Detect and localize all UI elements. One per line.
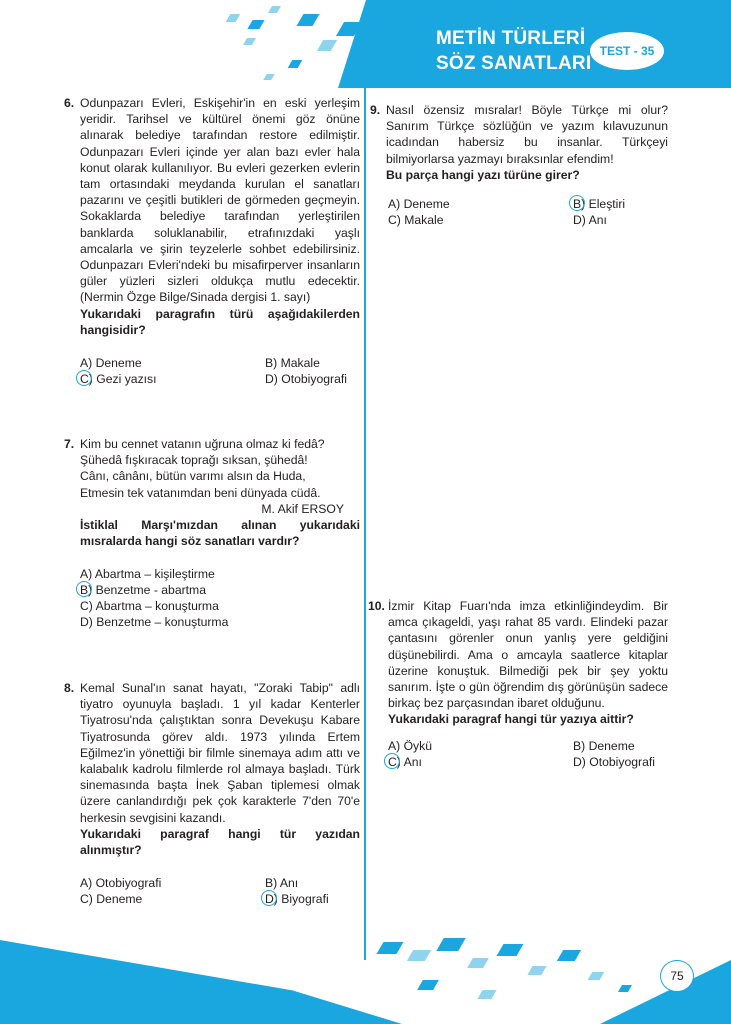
option-d[interactable]: D) Anı — [573, 213, 607, 227]
page-title — [436, 26, 591, 76]
question-paragraph: Nasıl özensiz mısralar! Böyle Türkçe mi olur? Sanırım Türkçe sözlüğün ve yazım kılavuzunun icadından habersiz bu insanlar. Türkçeyi bilmiyorlarsa yazmayı bıraksınlar efendim! — [386, 103, 668, 166]
question-7 — [64, 436, 360, 549]
question-number: 8. — [64, 681, 75, 695]
option-c[interactable]: C) Anı — [388, 754, 422, 770]
question-prompt: İstiklal Marşı'mızdan alınan yukarıdaki mısralarda hangi söz sanatları vardır? — [80, 518, 360, 549]
question-prompt: Yukarıdaki paragrafın türü aşağıdakilerden hangisidir? — [80, 306, 360, 337]
answer-mark-icon — [261, 890, 277, 906]
option-b[interactable]: B) Benzetme - abartma — [80, 582, 206, 598]
question-6 — [64, 95, 360, 338]
question-8 — [64, 680, 360, 858]
question-number: 9. — [370, 103, 381, 117]
verse-line: Etmesin tek vatanımdan beni dünyada cüdâ. — [80, 485, 321, 500]
option-c[interactable]: C) Abartma – konuşturma — [80, 599, 219, 613]
verse-line: Kim bu cennet vatanın uğruna olmaz ki fedâ? — [80, 437, 325, 451]
question-prompt: Bu parça hangi yazı türüne girer? — [386, 167, 580, 182]
option-c[interactable]: C) Deneme — [80, 892, 143, 906]
question-paragraph: Odunpazarı Evleri, Eskişehir'in en eski yerleşim yeridir. Tarihsel ve kültürel önemi göz önüne alınarak belediye tarafından restore edilmiştir. Odunpazarı Evleri içinde yer alan bazı evler hala konut olarak kullanılıyor. Bu evleri gezerken evlerin tam ortasındaki meydanda kurulan el sanatları pazarını ve çeşitli butikleri de görmeden geçmeyin. Sokaklarda belediye tarafından yerleştirilen banklarda soluklanabilir, etrafınızdaki yaşlı amcalarla ve şirin teyzelerle sohbet edebilirsiniz. Odunpazarı Evleri'ndeki bu misafirperver insanların güler yüzleri sizleri oldukça mutlu edecektir. (Nermin Özge Bilge/Sinada dergisi 1. sayı) — [80, 96, 360, 305]
answer-mark-icon — [76, 581, 92, 597]
option-b[interactable]: B) Anı — [265, 876, 299, 890]
title-line-1: METİN TÜRLERİ — [436, 28, 586, 49]
question-prompt: Yukarıdaki paragraf hangi tür yazıya aittir? — [388, 712, 634, 727]
question-paragraph: İzmir Kitap Fuarı'nda imza etkinliğindeydim. Bir amca çıkageldi, yaşı rahat 85 vardı. Elindeki pazar çantasını görenler onun yanlış yere geldiğini düşünebilirdi. Ama o amcayla saatlerce kitaplar üzerine konuştuk. Bilmediği pek bir şey yoktu sanırım. İşte o gün öğrendim dış görünüşün sadece birkaç bez parçasından ibaret olduğunu. — [388, 599, 668, 711]
verse-line: Cânı, cânânı, bütün varımı alsın da Huda, — [80, 469, 306, 484]
option-a[interactable]: A) Abartma – kişileştirme — [80, 567, 215, 581]
question-9 — [370, 102, 668, 183]
column-divider — [364, 88, 366, 960]
option-d[interactable]: D) Benzetme – konuşturma — [80, 615, 229, 629]
option-d[interactable]: D) Biyografi — [265, 891, 329, 907]
option-c[interactable]: C) Makale — [388, 213, 444, 227]
option-d[interactable]: D) Otobiyografi — [573, 755, 655, 769]
test-badge: TEST - 35 — [590, 32, 664, 70]
answer-mark-icon — [569, 195, 585, 211]
question-paragraph: Kemal Sunal'ın sanat hayatı, "Zoraki Tabip" adlı tiyatro oyunuyla başladı. 1 yıl kadar Kenterler Tiyatrosu'nda çalıştıktan sonra Devekuşu Kabare Tiyatrosunda görev aldı. 1973 yılında Ertem Eğilmez'in yönettiği bir filmle sinemaya adım attı ve kalabalık kadrolu filmlerde rol almaya başladı. Türk sinemasında başta İnek Şaban tiplemesi olmak üzere canlandırdığı pek çok karakterle 7'den 70'e herkesin sevgisini kazandı. — [80, 681, 360, 825]
option-d[interactable]: D) Otobiyografi — [265, 372, 347, 386]
question-number: 7. — [64, 437, 75, 451]
option-a[interactable]: A) Deneme — [388, 197, 450, 211]
verse-author: M. Akif ERSOY — [261, 501, 344, 516]
option-b[interactable]: B) Deneme — [573, 739, 635, 753]
option-c[interactable]: C) Gezi yazısı — [80, 371, 157, 387]
option-b[interactable]: B) Eleştiri — [573, 196, 625, 212]
answer-mark-icon — [76, 370, 92, 386]
option-a[interactable]: A) Otobiyografi — [80, 876, 162, 890]
answer-mark-icon — [384, 753, 400, 769]
option-a[interactable]: A) Deneme — [80, 356, 142, 370]
question-prompt: Yukarıdaki paragraf hangi tür yazıdan alınmıştır? — [80, 826, 360, 858]
question-10 — [368, 598, 668, 728]
option-b[interactable]: B) Makale — [265, 356, 320, 370]
option-a[interactable]: A) Öykü — [388, 739, 433, 753]
question-number: 10. — [368, 599, 385, 613]
title-line-2: SÖZ SANATLARI — [436, 53, 592, 74]
page-number: 75 — [660, 960, 694, 992]
verse-line: Şühedâ fışkıracak toprağı sıksan, şühedâ! — [80, 453, 308, 468]
question-number: 6. — [64, 96, 75, 110]
